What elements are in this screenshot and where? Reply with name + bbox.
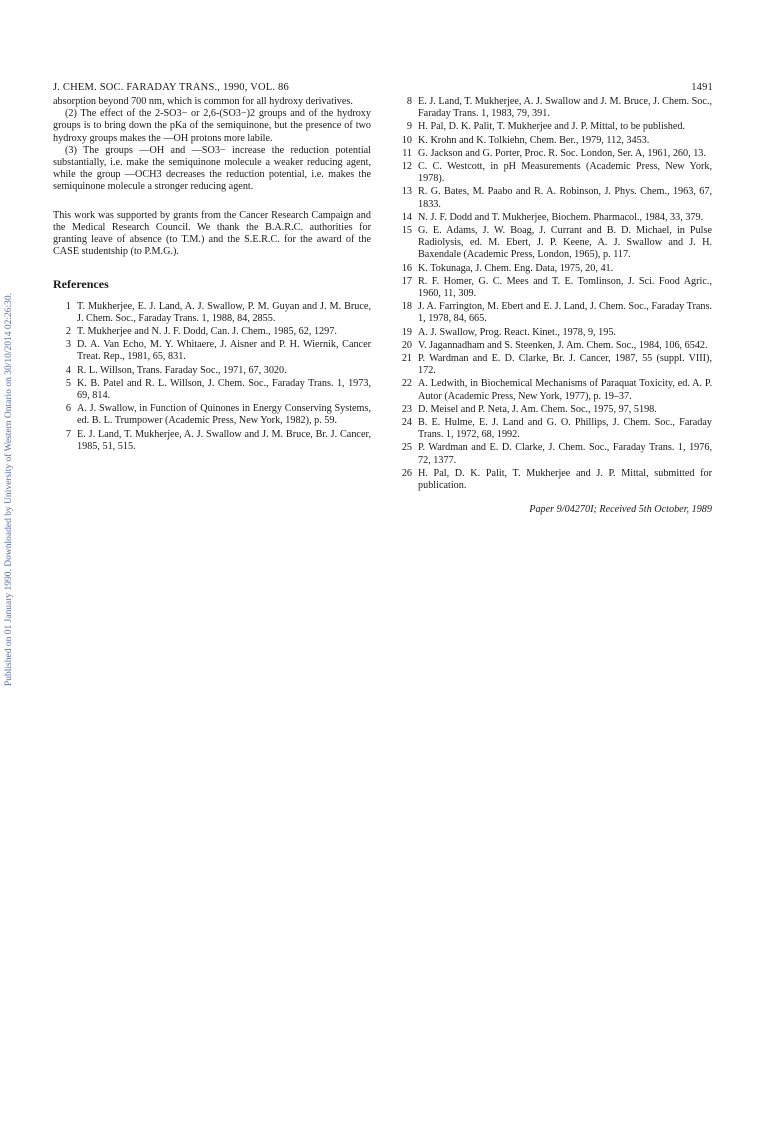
reference-item: 16 K. Tokunaga, J. Chem. Eng. Data, 1975, 20, 41. — [401, 262, 614, 274]
reference-item: 12 C. C. Westcott, in pH Measurements (Academic Press, New York, 1978). — [401, 161, 712, 185]
reference-item: 10 K. Krohn and K. Tolkiehn, Chem. Ber., 1979, 112, 3453. — [401, 134, 650, 146]
reference-item: 4 R. L. Willson, Trans. Faraday Soc., 1971, 67, 3020. — [65, 364, 287, 376]
reference-item: 3 D. A. Van Echo, M. Y. Whitaere, J. Aisner and P. H. Wiernik, Cancer Treat. Rep., 1981, 65, 831. — [65, 339, 371, 363]
reference-item: 21 P. Wardman and E. D. Clarke, Br. J. Cancer, 1987, 55 (suppl. VIII), 172. — [401, 353, 712, 377]
reference-item: 9 H. Pal, D. K. Palit, T. Mukherjee and J. P. Mittal, to be published. — [406, 121, 686, 133]
reference-item: 25 P. Wardman and E. D. Clarke, J. Chem. Soc., Faraday Trans. 1, 1976, 72, 1377. — [401, 442, 712, 466]
running-header — [53, 82, 713, 93]
reference-item: 17 R. F. Homer, G. C. Mees and T. E. Tomlinson, J. Sci. Food Agric., 1960, 11, 309. — [401, 275, 712, 300]
acknowledgement: This work was supported by grants from the Cancer Research Campaign and the Medical Research Council. We thank the B.A.R.C. authorities for granting leave of absence (to T.M.) and the S.E.R.C. for the award of the CASE studentship (to P.M.G.). — [53, 209, 371, 258]
reference-item: 1 T. Mukherjee, E. J. Land, A. J. Swallow, P. M. Guyan and J. M. Bruce, J. Chem. Soc., Faraday Trans. 1, 1988, 84, 2855. — [65, 300, 371, 324]
reference-item: 23 D. Meisel and P. Neta, J. Am. Chem. Soc., 1975, 97, 5198. — [401, 403, 657, 415]
reference-item: 26 H. Pal, D. K. Palit, T. Mukherjee and J. P. Mittal, submitted for publication. — [401, 467, 712, 492]
reference-item: 11 G. Jackson and G. Porter, Proc. R. Soc. London, Ser. A, 1961, 260, 13. — [402, 147, 706, 159]
right-column — [394, 96, 712, 517]
download-watermark: Published on 01 January 1990. Downloaded by University of Western Ontario on 30/10/2014 02:26:30. — [4, 292, 14, 686]
paragraph-absorption: absorption beyond 700 nm, which is common for all hydroxy derivatives. — [53, 96, 353, 107]
reference-item: 24 B. E. Hulme, E. J. Land and G. O. Phillips, J. Chem. Soc., Faraday Trans. 1, 1972, 68, 1992. — [401, 417, 712, 441]
left-column — [53, 96, 371, 454]
reference-item: 7 E. J. Land, T. Mukherjee, A. J. Swallow and J. M. Bruce, Br. J. Cancer, 1985, 51, 515. — [65, 428, 371, 452]
reference-item: 14 N. J. F. Dodd and T. Mukherjee, Biochem. Pharmacol., 1984, 33, 379. — [401, 211, 704, 223]
paragraph-point-2: (2) The effect of the 2-SO3− or 2,6-(SO3−)2 groups and of the hydroxy groups is to bring down the pKa of the semiquinone, but the presence of two hydroxy groups makes the —OH protons more labile. — [53, 108, 371, 144]
paragraph-point-3: (3) The groups —OH and —SO3− increase the reduction potential substantially, i.e. make the semiquinone molecule a weaker reducing agent, while the group —OCH3 decreases the reduction potential, i.e. makes the semiquinone molecule a stronger reducing agent. — [53, 144, 371, 193]
paper-received-line: Paper 9/04270I; Received 5th October, 1989 — [529, 504, 712, 516]
reference-item: 18 J. A. Farrington, M. Ebert and E. J. Land, J. Chem. Soc., Faraday Trans. 1, 1978, 84, 665. — [401, 301, 712, 325]
references-heading: References — [53, 277, 109, 292]
reference-item: 15 G. E. Adams, J. W. Boag, J. Currant and B. D. Michael, in Pulse Radiolysis, ed. M. Ebert, J. P. Keene, A. J. Swallow and J. H. Baxendale (Academic Press, London, 1965), p. 117. — [401, 225, 712, 261]
journal-citation: J. CHEM. SOC. FARADAY TRANS., 1990, VOL. 86 — [53, 82, 289, 93]
reference-item: 5 K. B. Patel and R. L. Willson, J. Chem. Soc., Faraday Trans. 1, 1973, 69, 814. — [65, 377, 371, 402]
reference-item: 13 R. G. Bates, M. Paabo and R. A. Robinson, J. Phys. Chem., 1963, 67, 1833. — [401, 186, 712, 210]
reference-item: 20 V. Jagannadham and S. Steenken, J. Am. Chem. Soc., 1984, 106, 6542. — [401, 339, 708, 351]
reference-item: 8 E. J. Land, T. Mukherjee, A. J. Swallow and J. M. Bruce, J. Chem. Soc., Faraday Trans. 1, 1983, 79, 391. — [406, 96, 712, 120]
reference-item: 2 T. Mukherjee and N. J. F. Dodd, Can. J. Chem., 1985, 62, 1297. — [65, 326, 337, 338]
reference-item: 22 A. Ledwith, in Biochemical Mechanisms of Paraquat Toxicity, ed. A. P. Autor (Academic Press, New York, 1977), p. 19–37. — [401, 378, 712, 402]
page-number: 1491 — [691, 82, 713, 93]
reference-item: 6 A. J. Swallow, in Function of Quinones in Energy Conserving Systems, ed. B. L. Trumpower (Academic Press, New York, 1982), p. 59. — [65, 403, 371, 427]
reference-item: 19 A. J. Swallow, Prog. React. Kinet., 1978, 9, 195. — [401, 326, 616, 338]
